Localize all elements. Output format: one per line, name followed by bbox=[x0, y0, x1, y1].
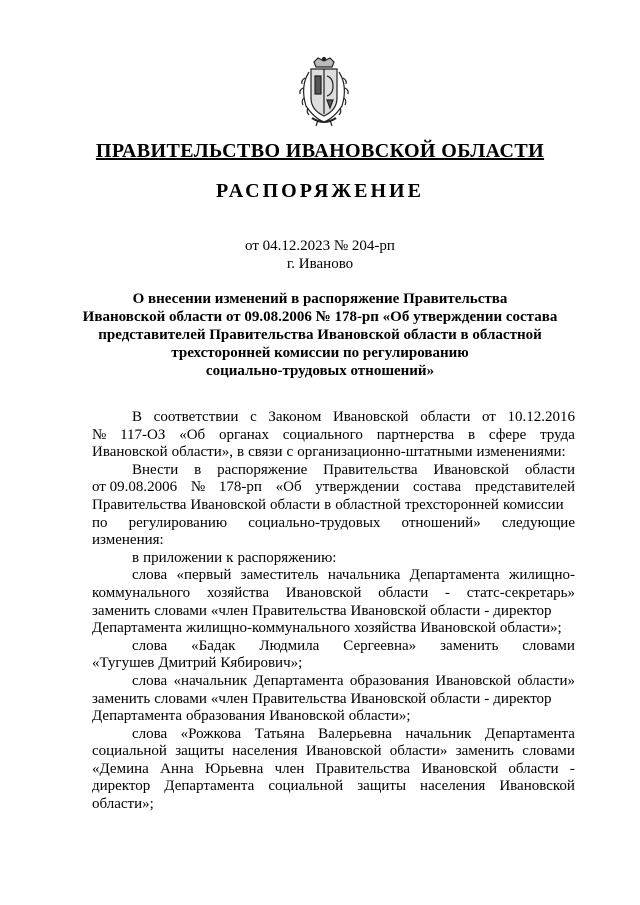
body-word: Правительства bbox=[92, 496, 187, 513]
body-word: в bbox=[324, 496, 332, 513]
body-word: Людмила bbox=[259, 637, 320, 654]
body-word: Ивановской bbox=[435, 672, 511, 689]
body-word: состава bbox=[412, 479, 462, 496]
body-word: слова bbox=[132, 672, 168, 689]
body-word: заменить bbox=[440, 637, 499, 654]
body-word: изменения: bbox=[92, 532, 164, 549]
body-word: В bbox=[132, 409, 143, 425]
body-word: области», bbox=[171, 444, 234, 461]
body-word: в bbox=[237, 444, 245, 461]
body-word: от bbox=[482, 409, 496, 425]
body-word: образования bbox=[186, 708, 266, 725]
body-line bbox=[92, 673, 575, 691]
body-word: областной bbox=[335, 496, 401, 513]
body-word: Кябирович»; bbox=[220, 655, 303, 672]
body-word: Анна bbox=[160, 760, 194, 777]
body-word: Ивановской bbox=[92, 444, 168, 461]
body-word: Ивановской bbox=[350, 602, 427, 619]
body-word: образования bbox=[349, 672, 430, 689]
body-line bbox=[92, 497, 575, 515]
body-line bbox=[92, 620, 575, 638]
document-type: РАСПОРЯЖЕНИЕ bbox=[216, 180, 424, 202]
body-word: области»; bbox=[92, 796, 154, 813]
body-word: социальной bbox=[92, 743, 167, 760]
body-word: жилищно-коммунального bbox=[186, 620, 351, 637]
body-line bbox=[92, 796, 575, 814]
body-word: области»; bbox=[499, 620, 562, 637]
body-line bbox=[92, 427, 575, 445]
subject-line: Ивановской области от 09.08.2006 № 178-рп «Об утверждении состава bbox=[82, 309, 558, 325]
body-word: Татьяна bbox=[254, 725, 305, 742]
body-word: организационно-штатными bbox=[297, 444, 473, 461]
body-word: хозяйства bbox=[206, 584, 269, 601]
body-word: по bbox=[92, 514, 108, 531]
body-word: области bbox=[270, 496, 321, 513]
body-word: населения bbox=[420, 778, 486, 795]
body-word: коммунального bbox=[92, 584, 191, 601]
body-word: регулированию bbox=[128, 514, 228, 531]
body-word: защиты bbox=[175, 743, 224, 760]
body-word: Законом bbox=[268, 409, 322, 425]
body-word: области bbox=[508, 760, 559, 777]
body-word: - bbox=[484, 690, 490, 707]
body-line bbox=[92, 479, 575, 497]
subject-line: представителей Правительства Ивановской области в областной bbox=[98, 327, 542, 343]
body-word: Департамента bbox=[253, 672, 344, 689]
body-word: «член bbox=[210, 690, 249, 707]
body-line bbox=[92, 550, 575, 568]
body-word: органах bbox=[218, 426, 269, 443]
body-word: связи bbox=[248, 444, 283, 461]
body-word: Департамента bbox=[164, 778, 255, 795]
body-word: «член bbox=[210, 602, 249, 619]
body-word: населения bbox=[232, 743, 298, 760]
body-word: Департамента bbox=[92, 708, 183, 725]
body-word: в bbox=[467, 426, 476, 443]
body-word: «первый bbox=[176, 567, 232, 584]
body-word: «Об bbox=[275, 479, 302, 496]
body-word: слова bbox=[132, 637, 168, 654]
body-word: области» bbox=[517, 672, 575, 689]
body-word: Ивановской bbox=[499, 778, 575, 795]
body-word: заменить bbox=[92, 690, 151, 707]
body-word: Департамента bbox=[92, 620, 183, 637]
body-word: 10.12.2016 bbox=[507, 409, 575, 425]
body-line bbox=[92, 532, 575, 550]
body-word: социальной bbox=[268, 778, 344, 795]
body-word: приложении bbox=[143, 549, 223, 566]
government-title: ПРАВИТЕЛЬСТВО ИВАНОВСКОЙ ОБЛАСТИ bbox=[95, 140, 545, 162]
body-word: изменениями: bbox=[476, 444, 566, 461]
body-word: Департамента bbox=[484, 725, 575, 742]
body-word: хозяйства bbox=[354, 620, 417, 637]
body-word: начальник bbox=[405, 725, 472, 742]
body-word: Правительства bbox=[323, 461, 418, 478]
body-word: слова bbox=[132, 725, 168, 742]
body-line bbox=[92, 409, 575, 427]
body-word: Ивановской bbox=[285, 584, 362, 601]
body-word: области bbox=[524, 461, 575, 478]
body-word: директор bbox=[92, 778, 151, 795]
document-date-number: от 04.12.2023 № 204-рп bbox=[245, 238, 395, 254]
body-word: жилищно- bbox=[509, 567, 575, 584]
body-word: социально-трудовых bbox=[248, 514, 381, 531]
body-word: с bbox=[250, 409, 257, 425]
body-word: области»; bbox=[348, 708, 411, 725]
document-city: г. Иваново bbox=[286, 256, 354, 272]
body-line bbox=[92, 655, 575, 673]
body-line bbox=[92, 444, 575, 462]
body-word: «Тугушев bbox=[92, 655, 155, 672]
body-word: Ивановской bbox=[420, 620, 496, 637]
body-word: от 09.08.2006 bbox=[92, 479, 178, 496]
body-word: утверждении bbox=[315, 479, 400, 496]
body-word: Ивановской bbox=[350, 690, 427, 707]
subject-line: социально-трудовых отношений» bbox=[205, 363, 435, 379]
document-subject bbox=[80, 290, 560, 380]
body-word: распоряжение bbox=[217, 461, 308, 478]
body-word: в bbox=[194, 461, 202, 478]
body-word: к bbox=[226, 549, 234, 566]
body-word: в bbox=[132, 549, 140, 566]
body-word: области bbox=[430, 690, 481, 707]
body-word: 117-ОЗ bbox=[120, 426, 166, 443]
body-word: с bbox=[286, 444, 294, 461]
body-word: следующие bbox=[501, 514, 575, 531]
body-word: трехсторонней bbox=[404, 496, 499, 513]
body-word: партнерства bbox=[376, 426, 455, 443]
body-word: «Рожкова bbox=[180, 725, 242, 742]
body-word: комиссии bbox=[502, 496, 564, 513]
body-word: Ивановской bbox=[269, 708, 345, 725]
subject-line: О внесении изменений в распоряжение Правительства bbox=[132, 291, 508, 307]
body-word: Правительства bbox=[252, 690, 347, 707]
body-word: словами bbox=[522, 637, 575, 654]
body-word: 178-рп bbox=[218, 479, 262, 496]
body-word: статс-секретарь» bbox=[466, 584, 575, 601]
body-word: распоряжению: bbox=[237, 549, 337, 566]
body-word: заместитель bbox=[240, 567, 319, 584]
body-word: Ивановской bbox=[332, 409, 409, 425]
body-word: заменить bbox=[92, 602, 151, 619]
body-word: области» bbox=[389, 743, 448, 760]
body-word: сфере bbox=[488, 426, 527, 443]
document-body bbox=[92, 409, 575, 814]
subject-line: трехсторонней комиссии по регулированию bbox=[171, 345, 469, 361]
body-word: области bbox=[420, 409, 471, 425]
body-word: области bbox=[430, 602, 481, 619]
body-line bbox=[92, 761, 575, 779]
body-word: член bbox=[274, 760, 305, 777]
body-line bbox=[92, 778, 575, 796]
body-line bbox=[92, 638, 575, 656]
body-word: Ивановской bbox=[421, 760, 498, 777]
body-line bbox=[92, 691, 575, 709]
body-line bbox=[92, 743, 575, 761]
body-line bbox=[92, 726, 575, 744]
body-word: - bbox=[445, 584, 450, 601]
body-word: «Об bbox=[179, 426, 206, 443]
body-word: Ивановской bbox=[190, 496, 267, 513]
body-line bbox=[92, 603, 575, 621]
body-line bbox=[92, 585, 575, 603]
body-word: Правительства bbox=[252, 602, 347, 619]
body-word: Юрьевна bbox=[205, 760, 264, 777]
body-word: соответствии bbox=[153, 409, 239, 425]
body-word: Внести bbox=[132, 461, 179, 478]
body-word: социального bbox=[282, 426, 363, 443]
body-word: отношений» bbox=[401, 514, 481, 531]
body-word: словами bbox=[154, 690, 207, 707]
body-word: заменить bbox=[455, 743, 514, 760]
body-word: Сергеевна» bbox=[343, 637, 417, 654]
body-word: защиты bbox=[357, 778, 407, 795]
body-word: директор bbox=[493, 602, 552, 619]
body-word: № bbox=[190, 479, 206, 496]
body-word: директор bbox=[493, 690, 552, 707]
body-word: - bbox=[484, 602, 490, 619]
body-word: Ивановской bbox=[305, 743, 382, 760]
body-word: слова bbox=[132, 567, 168, 584]
body-line bbox=[92, 462, 575, 480]
body-word: труда bbox=[540, 426, 575, 443]
body-word: «начальник bbox=[173, 672, 248, 689]
body-line bbox=[92, 708, 575, 726]
body-word: Ивановской bbox=[433, 461, 510, 478]
body-word: представителей bbox=[474, 479, 575, 496]
body-line bbox=[92, 515, 575, 533]
body-word: - bbox=[569, 760, 575, 777]
body-line bbox=[92, 567, 575, 585]
document-meta bbox=[0, 237, 640, 273]
body-word: Правительства bbox=[315, 760, 411, 777]
body-word: «Бадак bbox=[191, 637, 236, 654]
body-word: начальника bbox=[327, 567, 401, 584]
body-word: Дмитрий bbox=[158, 655, 217, 672]
body-word: «Демина bbox=[92, 760, 149, 777]
coat-of-arms-icon bbox=[296, 56, 352, 128]
body-word: Департамента bbox=[409, 567, 500, 584]
body-word: словами bbox=[522, 743, 575, 760]
body-word: области bbox=[378, 584, 429, 601]
body-word: словами bbox=[154, 602, 207, 619]
body-word: Валерьевна bbox=[318, 725, 392, 742]
body-word: № bbox=[92, 426, 107, 443]
